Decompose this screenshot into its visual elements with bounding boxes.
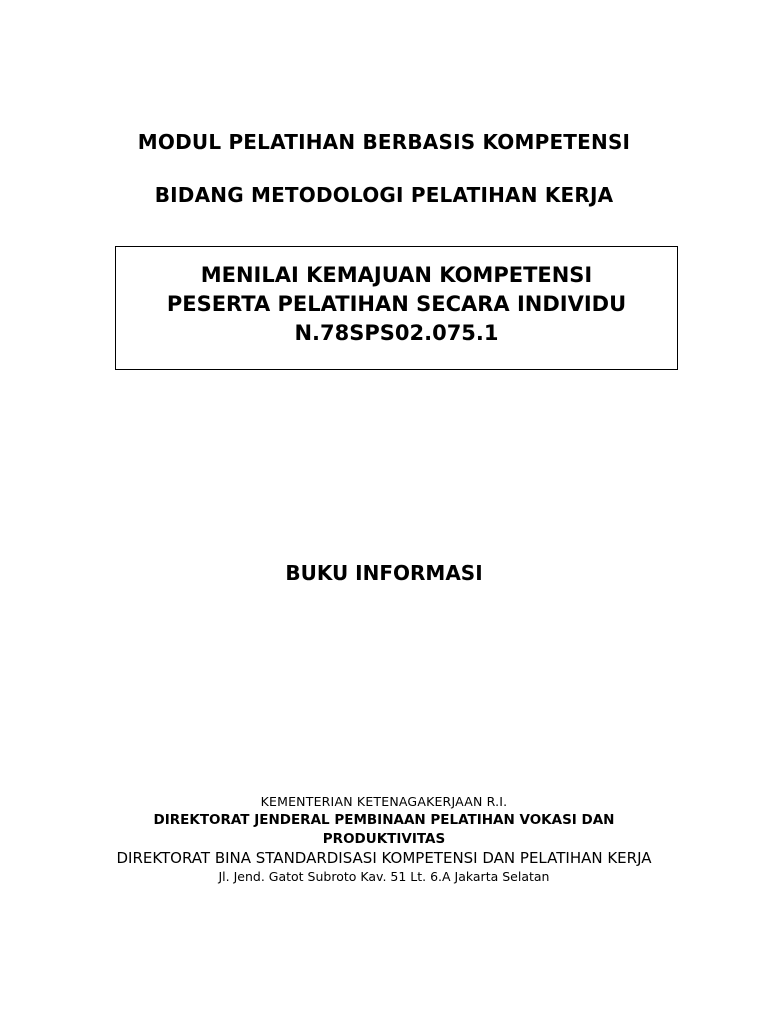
unit-title-box: [115, 246, 678, 370]
unit-code: N.78SPS02.075.1: [294, 321, 499, 345]
directorate-general-line-2: PRODUKTIVITAS: [322, 831, 446, 847]
directorate-name: DIREKTORAT BINA STANDARDISASI KOMPETENSI DAN PELATIHAN KERJA: [116, 849, 652, 867]
address: Jl. Jend. Gatot Subroto Kav. 51 Lt. 6.A Jakarta Selatan: [218, 869, 550, 884]
module-title: MODUL PELATIHAN BERBASIS KOMPETENSI: [137, 130, 631, 154]
book-type-title: BUKU INFORMASI: [285, 561, 483, 585]
unit-title-line-2: PESERTA PELATIHAN SECARA INDIVIDU: [166, 292, 627, 316]
ministry-name: KEMENTERIAN KETENAGAKERJAAN R.I.: [260, 794, 508, 809]
field-title: BIDANG METODOLOGI PELATIHAN KERJA: [154, 183, 614, 207]
unit-title-line-1: MENILAI KEMAJUAN KOMPETENSI: [200, 263, 593, 287]
directorate-general-line-1: DIREKTORAT JENDERAL PEMBINAAN PELATIHAN VOKASI DAN: [153, 812, 615, 828]
